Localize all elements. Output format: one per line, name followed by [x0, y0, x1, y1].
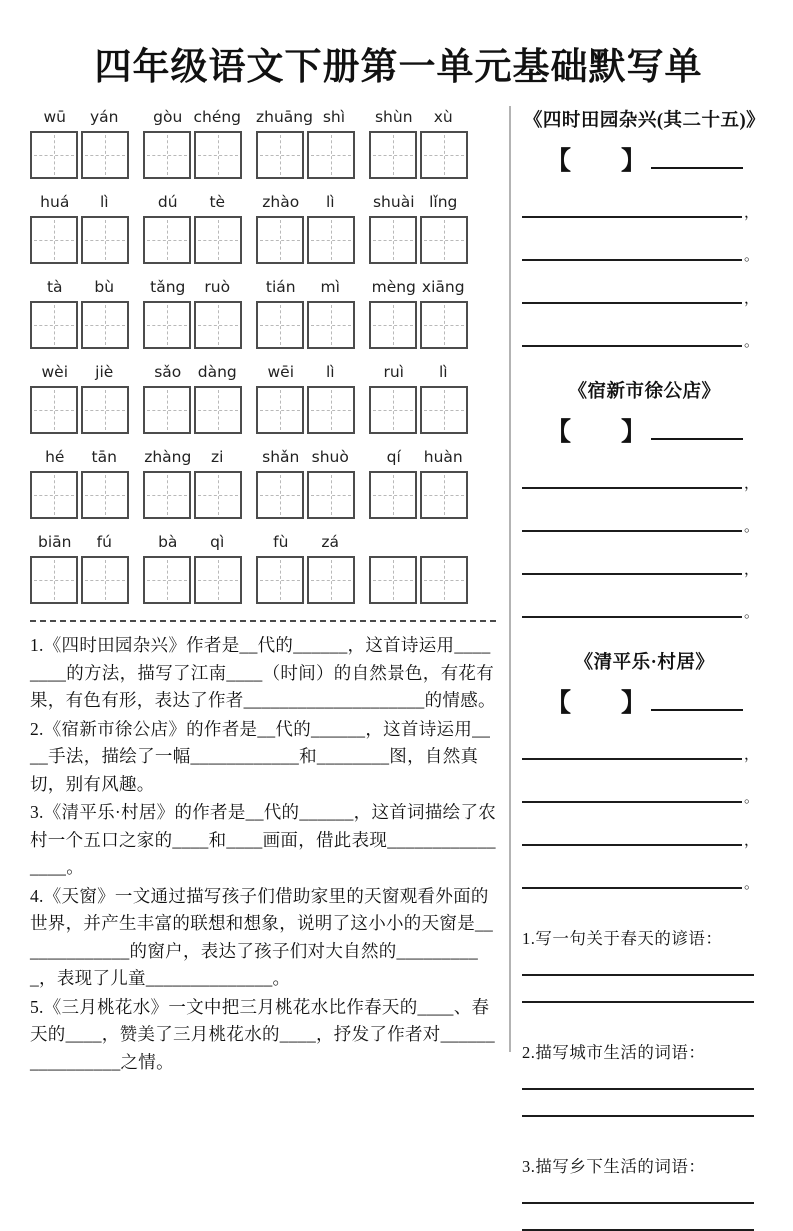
author-brackets: 【 】: [545, 690, 646, 717]
writing-boxes: [30, 556, 129, 604]
tian-zi-ge-box: [369, 216, 417, 264]
tian-zi-ge-box: [143, 471, 191, 519]
tian-zi-ge-box: [30, 131, 78, 179]
tian-zi-ge-box: [369, 556, 417, 604]
pinyin-syllable: gòu: [153, 108, 183, 126]
word-row-4: [30, 363, 498, 434]
tian-zi-ge-box: [194, 386, 242, 434]
tian-zi-ge-box: [256, 556, 304, 604]
pinyin-syllable: wēi: [267, 363, 295, 381]
pinyin-word-grid: [30, 108, 498, 604]
tian-zi-ge-box: [81, 386, 129, 434]
poem-answer-line: [522, 519, 767, 535]
tian-zi-ge-box: [256, 386, 304, 434]
tian-zi-ge-box: [194, 216, 242, 264]
pinyin-syllable: jiè: [95, 363, 114, 381]
line-punct: 。: [744, 790, 760, 806]
word-group: [369, 363, 468, 434]
word-group: [30, 278, 129, 349]
pinyin-syllable: [369, 533, 419, 556]
poem-author-line: [522, 683, 767, 717]
author-blank: [651, 707, 743, 711]
tian-zi-ge-box: [420, 386, 468, 434]
pinyin-syllable: shuò: [311, 448, 349, 466]
poem-answer-line: [522, 476, 767, 492]
prompt-section-2: [522, 1039, 767, 1117]
writing-boxes: [256, 556, 355, 604]
writing-boxes: [143, 131, 242, 179]
tian-zi-ge-box: [256, 301, 304, 349]
writing-boxes: [256, 301, 355, 349]
question-1: 1.《四时田园杂兴》作者是__代的______，这首诗运用________的方法，描写了江南____（时间）的自然景色，有花有果，有色有形，表达了作者____________________的情感。: [30, 635, 496, 710]
line-punct: 。: [744, 248, 760, 264]
pinyin-syllable: xù: [433, 108, 453, 126]
pinyin-labels: [369, 108, 468, 131]
line-punct: 。: [744, 876, 760, 892]
pinyin-syllable: hé: [45, 448, 65, 466]
word-group: [30, 533, 129, 604]
pinyin-labels: [30, 533, 129, 556]
pinyin-labels: [369, 278, 468, 301]
pinyin-syllable: qí: [386, 448, 401, 466]
word-group: [256, 448, 355, 519]
pinyin-syllable: biān: [38, 533, 72, 551]
column-divider: [509, 106, 511, 1052]
poem-title: 《清平乐·村居》: [574, 653, 715, 673]
writing-boxes: [143, 301, 242, 349]
writing-boxes: [256, 471, 355, 519]
line-punct: 。: [744, 519, 760, 535]
pinyin-syllable: tián: [265, 278, 296, 296]
pinyin-labels: [369, 193, 468, 216]
pinyin-labels: [256, 108, 355, 131]
question-5: 5.《三月桃花水》一文中把三月桃花水比作春天的____、春天的____，赞美了三月桃花水的____，抒发了作者对________________之情。: [30, 996, 495, 1072]
pinyin-syllable: fú: [96, 533, 112, 551]
pinyin-syllable: wū: [43, 108, 66, 126]
prompt-label: 1.写一句关于春天的谚语：: [522, 929, 723, 948]
question-3: 3.《清平乐·村居》的作者是__代的______，这首词描绘了农村一个五口之家的____和____画面，借此表现________________。: [30, 802, 497, 877]
word-group: [143, 278, 242, 349]
tian-zi-ge-box: [81, 556, 129, 604]
pinyin-syllable: xiāng: [421, 278, 465, 296]
poem-author-line: [522, 412, 767, 446]
tian-zi-ge-box: [256, 471, 304, 519]
tian-zi-ge-box: [307, 131, 355, 179]
word-row-5: [30, 448, 498, 519]
word-group: [256, 193, 355, 264]
pinyin-labels: [369, 448, 468, 471]
word-row-3: [30, 278, 498, 349]
pinyin-labels: [143, 533, 242, 556]
tian-zi-ge-box: [307, 471, 355, 519]
tian-zi-ge-box: [307, 556, 355, 604]
pinyin-labels: [30, 193, 129, 216]
pinyin-labels: [143, 108, 242, 131]
writing-boxes: [143, 556, 242, 604]
prompt-blank: [522, 1177, 754, 1204]
pinyin-syllable: tān: [91, 448, 117, 466]
pinyin-syllable: dú: [157, 193, 178, 211]
pinyin-syllable: tè: [209, 193, 226, 211]
pinyin-syllable: dàng: [197, 363, 237, 381]
answer-blank: [522, 483, 742, 489]
tian-zi-ge-box: [81, 216, 129, 264]
tian-zi-ge-box: [143, 556, 191, 604]
pinyin-labels: [30, 448, 129, 471]
prompt-label: 3.描写乡下生活的词语：: [522, 1157, 706, 1176]
tian-zi-ge-box: [30, 301, 78, 349]
word-group: [369, 278, 468, 349]
poem-answer-line: [522, 747, 767, 763]
pinyin-labels: [143, 193, 242, 216]
writing-boxes: [30, 386, 129, 434]
prompt-blank: [522, 1090, 754, 1117]
word-group: [30, 448, 129, 519]
word-group: [256, 108, 355, 179]
line-punct: 。: [744, 605, 760, 621]
word-group: [256, 278, 355, 349]
tian-zi-ge-box: [369, 131, 417, 179]
pinyin-labels: [256, 278, 355, 301]
pinyin-labels: [143, 363, 242, 386]
pinyin-syllable: lì: [99, 193, 109, 211]
word-group: [143, 533, 242, 604]
line-punct: ，: [744, 833, 760, 849]
tian-zi-ge-box: [420, 471, 468, 519]
word-row-2: [30, 193, 498, 264]
author-brackets: 【 】: [545, 148, 646, 175]
tian-zi-ge-box: [143, 131, 191, 179]
pinyin-syllable: shì: [322, 108, 346, 126]
answer-blank: [522, 840, 742, 846]
answer-blank: [522, 526, 742, 532]
writing-boxes: [369, 386, 468, 434]
poem-answer-line: [522, 205, 767, 221]
poem-author-line: [522, 141, 767, 175]
writing-boxes: [256, 216, 355, 264]
pinyin-syllable: wèi: [41, 363, 69, 381]
pinyin-syllable: shǎn: [262, 448, 300, 466]
right-column: [498, 104, 767, 1231]
line-punct: ，: [744, 476, 760, 492]
answer-blank: [522, 883, 742, 889]
word-group: [369, 108, 468, 179]
page-title: 四年级语文下册第一单元基础默写单: [94, 47, 703, 88]
poem-section-2: [522, 377, 767, 621]
question-4: 4.《天窗》一文通过描写孩子们借助家里的天窗观看外面的世界，并产生丰富的联想和想象，说明了这小小的天窗是_____________的窗户，表达了孩子们对大自然的__________，表现了儿童______________。: [30, 885, 494, 988]
word-group: [369, 193, 468, 264]
pinyin-labels: [143, 278, 242, 301]
line-punct: ，: [744, 747, 760, 763]
writing-boxes: [369, 471, 468, 519]
prompt-label: 2.描写城市生活的词语：: [522, 1043, 706, 1062]
answer-blank: [522, 255, 742, 261]
pinyin-syllable: zhào: [262, 193, 300, 211]
pinyin-syllable: fù: [273, 533, 289, 551]
answer-blank: [522, 298, 742, 304]
line-punct: 。: [744, 334, 760, 350]
dashed-separator: [30, 620, 496, 622]
tian-zi-ge-box: [30, 471, 78, 519]
pinyin-syllable: zhàng: [144, 448, 192, 466]
tian-zi-ge-box: [143, 216, 191, 264]
tian-zi-ge-box: [143, 386, 191, 434]
pinyin-labels: [143, 448, 242, 471]
poem-answer-line: [522, 248, 767, 264]
question-2: 2.《宿新市徐公店》的作者是__代的______，这首诗运用____手法，描绘了一幅____________和________图，自然真切，别有风趣。: [30, 718, 491, 794]
pinyin-labels: [30, 363, 129, 386]
tian-zi-ge-box: [194, 301, 242, 349]
pinyin-syllable: shuài: [372, 193, 415, 211]
fill-in-questions: [30, 632, 498, 1076]
poem-answer-line: [522, 876, 767, 892]
word-group: [143, 108, 242, 179]
answer-blank: [522, 754, 742, 760]
tian-zi-ge-box: [307, 301, 355, 349]
pinyin-syllable: chéng: [193, 108, 242, 126]
columns: [30, 104, 767, 1231]
pinyin-labels: [30, 108, 129, 131]
answer-blank: [522, 612, 742, 618]
poem-title: 《四时田园杂兴(其二十五)》: [523, 111, 766, 131]
pinyin-syllable: zhuāng: [256, 108, 313, 126]
pinyin-syllable: bà: [158, 533, 178, 551]
poem-answer-line: [522, 562, 767, 578]
author-blank: [651, 165, 743, 169]
word-group: [143, 193, 242, 264]
tian-zi-ge-box: [420, 301, 468, 349]
tian-zi-ge-box: [256, 131, 304, 179]
pinyin-labels: [256, 448, 355, 471]
word-group: [30, 108, 129, 179]
pinyin-syllable: zi: [211, 448, 224, 466]
tian-zi-ge-box: [194, 131, 242, 179]
poem-answer-line: [522, 334, 767, 350]
poem-answer-line: [522, 790, 767, 806]
pinyin-syllable: yán: [90, 108, 119, 126]
word-row-1: [30, 108, 498, 179]
word-group: [256, 363, 355, 434]
tian-zi-ge-box: [143, 301, 191, 349]
pinyin-syllable: huá: [40, 193, 70, 211]
tian-zi-ge-box: [81, 471, 129, 519]
left-column: [30, 104, 498, 1077]
tian-zi-ge-box: [256, 216, 304, 264]
tian-zi-ge-box: [369, 471, 417, 519]
pinyin-syllable: bù: [94, 278, 115, 296]
poem-answer-line: [522, 833, 767, 849]
tian-zi-ge-box: [307, 386, 355, 434]
writing-boxes: [30, 471, 129, 519]
writing-boxes: [143, 471, 242, 519]
pinyin-syllable: ruì: [383, 363, 404, 381]
writing-boxes: [369, 216, 468, 264]
prompt-section-3: [522, 1153, 767, 1231]
pinyin-syllable: lì: [438, 363, 448, 381]
pinyin-syllable: ruò: [204, 278, 231, 296]
word-group: [143, 363, 242, 434]
poem-title: 《宿新市徐公店》: [568, 382, 721, 402]
word-group: [369, 448, 468, 519]
tian-zi-ge-box: [194, 556, 242, 604]
pinyin-labels: [256, 363, 355, 386]
pinyin-labels: [30, 278, 129, 301]
word-group: [30, 363, 129, 434]
poem-section-3: [522, 648, 767, 892]
answer-blank: [522, 341, 742, 347]
pinyin-syllable: [419, 533, 469, 556]
tian-zi-ge-box: [420, 131, 468, 179]
pinyin-syllable: mì: [320, 278, 340, 296]
tian-zi-ge-box: [81, 301, 129, 349]
pinyin-syllable: shùn: [374, 108, 413, 126]
answer-blank: [522, 797, 742, 803]
line-punct: ，: [744, 205, 760, 221]
tian-zi-ge-box: [30, 556, 78, 604]
answer-blank: [522, 212, 742, 218]
author-brackets: 【 】: [545, 419, 646, 446]
tian-zi-ge-box: [369, 301, 417, 349]
prompt-blank: [522, 1063, 754, 1090]
tian-zi-ge-box: [194, 471, 242, 519]
pinyin-syllable: lì: [325, 363, 335, 381]
pinyin-syllable: lǐng: [429, 193, 458, 211]
pinyin-syllable: tà: [46, 278, 63, 296]
pinyin-labels: [256, 533, 355, 556]
tian-zi-ge-box: [81, 131, 129, 179]
pinyin-syllable: huàn: [423, 448, 463, 466]
word-row-6: [30, 533, 498, 604]
word-group: [30, 193, 129, 264]
prompt-blank: [522, 1204, 754, 1231]
writing-boxes: [30, 216, 129, 264]
writing-boxes: [369, 301, 468, 349]
pinyin-syllable: sǎo: [154, 363, 182, 381]
pinyin-labels: [369, 533, 468, 556]
author-blank: [651, 436, 743, 440]
pinyin-syllable: qì: [210, 533, 225, 551]
word-group: [369, 533, 468, 604]
answer-blank: [522, 569, 742, 575]
writing-boxes: [369, 556, 468, 604]
tian-zi-ge-box: [307, 216, 355, 264]
tian-zi-ge-box: [420, 216, 468, 264]
word-group: [143, 448, 242, 519]
line-punct: ，: [744, 562, 760, 578]
pinyin-labels: [256, 193, 355, 216]
writing-boxes: [369, 131, 468, 179]
line-punct: ，: [744, 291, 760, 307]
writing-boxes: [30, 131, 129, 179]
poem-answer-line: [522, 291, 767, 307]
writing-boxes: [256, 386, 355, 434]
writing-boxes: [143, 386, 242, 434]
pinyin-syllable: tǎng: [150, 278, 186, 296]
pinyin-syllable: lì: [325, 193, 335, 211]
tian-zi-ge-box: [369, 386, 417, 434]
poem-answer-line: [522, 605, 767, 621]
tian-zi-ge-box: [30, 386, 78, 434]
tian-zi-ge-box: [420, 556, 468, 604]
prompt-blank: [522, 949, 754, 976]
prompt-blank: [522, 976, 754, 1003]
pinyin-labels: [369, 363, 468, 386]
writing-boxes: [30, 301, 129, 349]
pinyin-syllable: mèng: [371, 278, 416, 296]
prompt-section-1: [522, 925, 767, 1003]
pinyin-syllable: zá: [321, 533, 340, 551]
word-group: [256, 533, 355, 604]
poem-section-1: [522, 106, 767, 350]
writing-boxes: [143, 216, 242, 264]
tian-zi-ge-box: [30, 216, 78, 264]
writing-boxes: [256, 131, 355, 179]
